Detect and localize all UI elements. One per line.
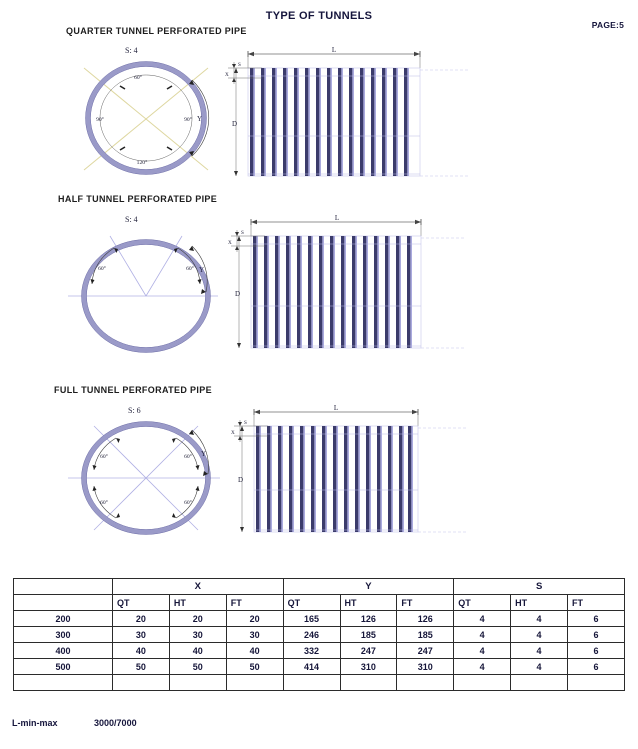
dim-label-x-full: X (231, 430, 235, 436)
footer-note (12, 718, 137, 728)
scale-label-full: S: 6 (128, 406, 141, 415)
empty-cell (511, 675, 568, 691)
section-title-full: FULL TUNNEL PERFORATED PIPE (54, 385, 212, 395)
perforation-slots (253, 236, 412, 348)
dim-label-s-half: S (241, 230, 244, 236)
cell-s-qt: 4 (454, 659, 511, 675)
table-sub-header-row (14, 595, 625, 611)
cell-y-ft: 126 (397, 611, 454, 627)
footer-note-label: L-min-max (12, 718, 58, 728)
cross-section-quarter (76, 54, 216, 182)
sub-header-cell-blank (14, 595, 113, 611)
angle-label-left: 90° (96, 117, 104, 123)
empty-cell (340, 675, 397, 691)
dim-label-x: X (225, 72, 229, 78)
angle-label-top: 60° (134, 75, 142, 81)
sub-header-x-ft: FT (226, 595, 283, 611)
page-number: PAGE:5 (591, 20, 624, 30)
cell-diameter: 500 (14, 659, 113, 675)
dim-label-d-full: D (238, 476, 244, 484)
elevation-quarter (222, 46, 482, 186)
empty-cell (283, 675, 340, 691)
angle-label-bl-full: 60° (100, 500, 108, 506)
table-row-empty (14, 675, 625, 691)
dim-label-l-full: L (333, 404, 339, 412)
table-group-header-row (14, 579, 625, 595)
cell-y-ht: 247 (340, 643, 397, 659)
cell-y-ft: 247 (397, 643, 454, 659)
sub-header-s-ft: FT (568, 595, 625, 611)
dim-label-x-half: X (228, 240, 232, 246)
dim-label-y-half: Y (199, 266, 205, 274)
cell-y-qt: 414 (283, 659, 340, 675)
sub-header-x-qt: QT (113, 595, 170, 611)
dim-label-l: L (331, 46, 337, 54)
cell-y-ft: 310 (397, 659, 454, 675)
empty-cell (14, 675, 113, 691)
section-full-tunnel (0, 380, 638, 555)
table-row (14, 659, 625, 675)
cell-y-qt: 332 (283, 643, 340, 659)
footer-note-value: 3000/7000 (94, 718, 137, 728)
table-row (14, 643, 625, 659)
scale-label-quarter: S: 4 (125, 46, 138, 55)
dim-label-y-full: Y (201, 450, 207, 458)
cell-x-ht: 50 (169, 659, 226, 675)
cell-y-ft: 185 (397, 627, 454, 643)
cell-s-ht: 4 (511, 611, 568, 627)
spec-table (13, 578, 625, 691)
cell-y-qt: 165 (283, 611, 340, 627)
cell-x-qt: 30 (113, 627, 170, 643)
perforation-slots (250, 68, 409, 176)
cell-s-ht: 4 (511, 627, 568, 643)
cell-x-ft: 50 (226, 659, 283, 675)
dim-label-d-half: D (235, 290, 241, 298)
elevation-full (228, 402, 478, 544)
spec-table-container (13, 578, 625, 691)
cell-diameter: 300 (14, 627, 113, 643)
group-header-y: Y (283, 579, 454, 595)
dim-label-l-half: L (334, 214, 340, 222)
angle-label-bottom: 120° (136, 160, 148, 166)
cell-y-qt: 246 (283, 627, 340, 643)
cell-x-ft: 30 (226, 627, 283, 643)
cell-x-ht: 40 (169, 643, 226, 659)
section-title-quarter: QUARTER TUNNEL PERFORATED PIPE (66, 26, 247, 36)
table-row (14, 627, 625, 643)
empty-cell (169, 675, 226, 691)
cell-s-ft: 6 (568, 611, 625, 627)
cell-diameter: 400 (14, 643, 113, 659)
section-half-tunnel (0, 190, 638, 375)
elevation-half (225, 212, 475, 362)
cell-s-qt: 4 (454, 627, 511, 643)
angle-label-tr-full: 60° (184, 454, 192, 460)
cell-y-ht: 126 (340, 611, 397, 627)
angle-label-right-half: 60° (186, 266, 194, 272)
dim-label-s: S (238, 62, 241, 68)
cell-x-ft: 20 (226, 611, 283, 627)
angle-label-br-full: 60° (184, 500, 192, 506)
sub-header-s-qt: QT (454, 595, 511, 611)
group-header-s: S (454, 579, 625, 595)
cell-y-ht: 310 (340, 659, 397, 675)
cell-s-qt: 4 (454, 643, 511, 659)
empty-cell (397, 675, 454, 691)
empty-cell (226, 675, 283, 691)
section-title-half: HALF TUNNEL PERFORATED PIPE (58, 194, 218, 204)
cell-x-ft: 40 (226, 643, 283, 659)
group-header-cell-blank (14, 579, 113, 595)
cross-section-full (66, 412, 226, 542)
sub-header-x-ht: HT (169, 595, 226, 611)
angle-label-left-half: 60° (98, 266, 106, 272)
dim-label-y: Y (197, 115, 203, 123)
cell-s-qt: 4 (454, 611, 511, 627)
cell-s-ht: 4 (511, 643, 568, 659)
cell-x-ht: 30 (169, 627, 226, 643)
sub-header-y-ft: FT (397, 595, 454, 611)
sub-header-y-qt: QT (283, 595, 340, 611)
table-row (14, 611, 625, 627)
empty-cell (454, 675, 511, 691)
cell-s-ht: 4 (511, 659, 568, 675)
cell-x-ht: 20 (169, 611, 226, 627)
cell-x-qt: 20 (113, 611, 170, 627)
section-quarter-tunnel (0, 26, 638, 186)
page-title: TYPE OF TUNNELS (265, 10, 373, 22)
cell-s-ft: 6 (568, 643, 625, 659)
cell-s-ft: 6 (568, 627, 625, 643)
scale-label-half: S: 4 (125, 215, 138, 224)
dim-label-d: D (232, 120, 238, 128)
angle-label-right: 90° (184, 117, 192, 123)
cell-x-qt: 50 (113, 659, 170, 675)
cell-y-ht: 185 (340, 627, 397, 643)
cell-x-qt: 40 (113, 643, 170, 659)
group-header-x: X (113, 579, 284, 595)
empty-cell (113, 675, 170, 691)
perforation-slots (256, 426, 413, 532)
cell-s-ft: 6 (568, 659, 625, 675)
empty-cell (568, 675, 625, 691)
cross-section-half (66, 222, 226, 354)
angle-label-tl-full: 60° (100, 454, 108, 460)
cell-diameter: 200 (14, 611, 113, 627)
sub-header-s-ht: HT (511, 595, 568, 611)
dim-label-s-full: S (244, 420, 247, 426)
sub-header-y-ht: HT (340, 595, 397, 611)
